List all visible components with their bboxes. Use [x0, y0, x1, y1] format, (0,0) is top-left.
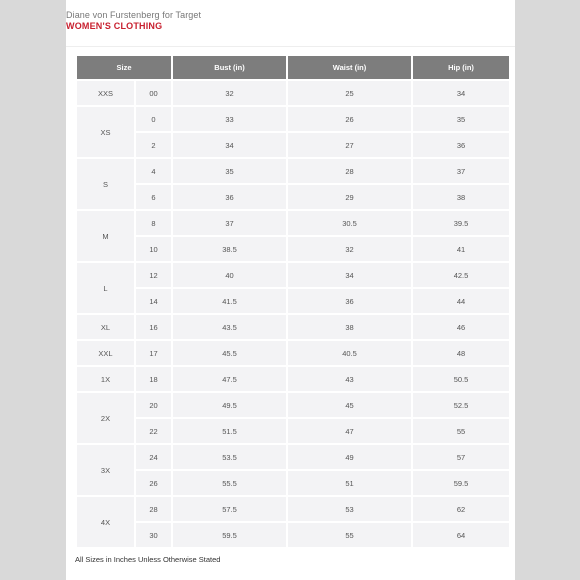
table-row: [77, 367, 509, 391]
bust-cell: 53.5: [173, 445, 286, 469]
table-row: [77, 237, 509, 261]
waist-cell: 45: [288, 393, 411, 417]
table-row: [77, 133, 509, 157]
size-number-cell: 0: [136, 107, 171, 131]
waist-cell: 53: [288, 497, 411, 521]
waist-cell: 49: [288, 445, 411, 469]
size-label-cell: 1X: [77, 367, 134, 391]
waist-cell: 28: [288, 159, 411, 183]
bust-cell: 57.5: [173, 497, 286, 521]
size-table: [75, 54, 511, 549]
table-header-row: [77, 56, 509, 79]
size-number-cell: 18: [136, 367, 171, 391]
waist-cell: 30.5: [288, 211, 411, 235]
waist-cell: 26: [288, 107, 411, 131]
waist-cell: 43: [288, 367, 411, 391]
table-row: [77, 81, 509, 105]
bust-cell: 59.5: [173, 523, 286, 547]
hip-cell: 38: [413, 185, 509, 209]
hip-cell: 42.5: [413, 263, 509, 287]
column-header-hip: Hip (in): [413, 56, 509, 79]
size-number-cell: 30: [136, 523, 171, 547]
table-row: [77, 315, 509, 339]
hip-cell: 35: [413, 107, 509, 131]
column-header-waist: Waist (in): [288, 56, 411, 79]
hip-cell: 64: [413, 523, 509, 547]
hip-cell: 44: [413, 289, 509, 313]
brand-line: Diane von Furstenberg for Target: [66, 10, 202, 20]
size-label-cell: L: [77, 263, 134, 313]
section-title: WOMEN'S CLOTHING: [66, 21, 163, 31]
table-row: [77, 471, 509, 495]
waist-cell: 32: [288, 237, 411, 261]
table-row: [77, 107, 509, 131]
size-number-cell: 10: [136, 237, 171, 261]
waist-cell: 51: [288, 471, 411, 495]
size-label-cell: M: [77, 211, 134, 261]
hip-cell: 52.5: [413, 393, 509, 417]
table-row: [77, 211, 509, 235]
size-label-cell: XS: [77, 107, 134, 157]
waist-cell: 27: [288, 133, 411, 157]
bust-cell: 40: [173, 263, 286, 287]
waist-cell: 55: [288, 523, 411, 547]
bust-cell: 47.5: [173, 367, 286, 391]
size-number-cell: 6: [136, 185, 171, 209]
waist-cell: 47: [288, 419, 411, 443]
hip-cell: 57: [413, 445, 509, 469]
table-row: [77, 523, 509, 547]
bust-cell: 33: [173, 107, 286, 131]
bust-cell: 38.5: [173, 237, 286, 261]
hip-cell: 36: [413, 133, 509, 157]
table-body: [77, 81, 509, 547]
size-number-cell: 24: [136, 445, 171, 469]
size-number-cell: 00: [136, 81, 171, 105]
hip-cell: 34: [413, 81, 509, 105]
waist-cell: 29: [288, 185, 411, 209]
hip-cell: 39.5: [413, 211, 509, 235]
waist-cell: 38: [288, 315, 411, 339]
table-row: [77, 393, 509, 417]
size-label-cell: S: [77, 159, 134, 209]
table-row: [77, 341, 509, 365]
bust-cell: 34: [173, 133, 286, 157]
footnote: All Sizes in Inches Unless Otherwise Stated: [75, 555, 221, 564]
size-label-cell: XL: [77, 315, 134, 339]
hip-cell: 37: [413, 159, 509, 183]
table-row: [77, 445, 509, 469]
table-row: [77, 289, 509, 313]
bust-cell: 32: [173, 81, 286, 105]
waist-cell: 36: [288, 289, 411, 313]
bust-cell: 41.5: [173, 289, 286, 313]
size-label-cell: 4X: [77, 497, 134, 547]
divider: [66, 46, 515, 47]
bust-cell: 37: [173, 211, 286, 235]
waist-cell: 34: [288, 263, 411, 287]
table-row: [77, 263, 509, 287]
table-row: [77, 159, 509, 183]
size-number-cell: 20: [136, 393, 171, 417]
column-header-bust: Bust (in): [173, 56, 286, 79]
hip-cell: 48: [413, 341, 509, 365]
table-row: [77, 497, 509, 521]
size-number-cell: 4: [136, 159, 171, 183]
bust-cell: 35: [173, 159, 286, 183]
hip-cell: 41: [413, 237, 509, 261]
size-number-cell: 2: [136, 133, 171, 157]
bust-cell: 51.5: [173, 419, 286, 443]
bust-cell: 43.5: [173, 315, 286, 339]
size-number-cell: 16: [136, 315, 171, 339]
size-label-cell: XXL: [77, 341, 134, 365]
waist-cell: 40.5: [288, 341, 411, 365]
bust-cell: 36: [173, 185, 286, 209]
bust-cell: 45.5: [173, 341, 286, 365]
hip-cell: 46: [413, 315, 509, 339]
hip-cell: 62: [413, 497, 509, 521]
bust-cell: 49.5: [173, 393, 286, 417]
table-row: [77, 419, 509, 443]
size-number-cell: 22: [136, 419, 171, 443]
size-label-cell: 2X: [77, 393, 134, 443]
size-number-cell: 28: [136, 497, 171, 521]
bust-cell: 55.5: [173, 471, 286, 495]
size-number-cell: 12: [136, 263, 171, 287]
size-label-cell: 3X: [77, 445, 134, 495]
size-number-cell: 26: [136, 471, 171, 495]
hip-cell: 59.5: [413, 471, 509, 495]
hip-cell: 50.5: [413, 367, 509, 391]
size-label-cell: XXS: [77, 81, 134, 105]
size-number-cell: 14: [136, 289, 171, 313]
size-chart-sheet: [66, 0, 515, 580]
size-number-cell: 8: [136, 211, 171, 235]
waist-cell: 25: [288, 81, 411, 105]
size-number-cell: 17: [136, 341, 171, 365]
table-row: [77, 185, 509, 209]
column-header-size: Size: [77, 56, 171, 79]
hip-cell: 55: [413, 419, 509, 443]
